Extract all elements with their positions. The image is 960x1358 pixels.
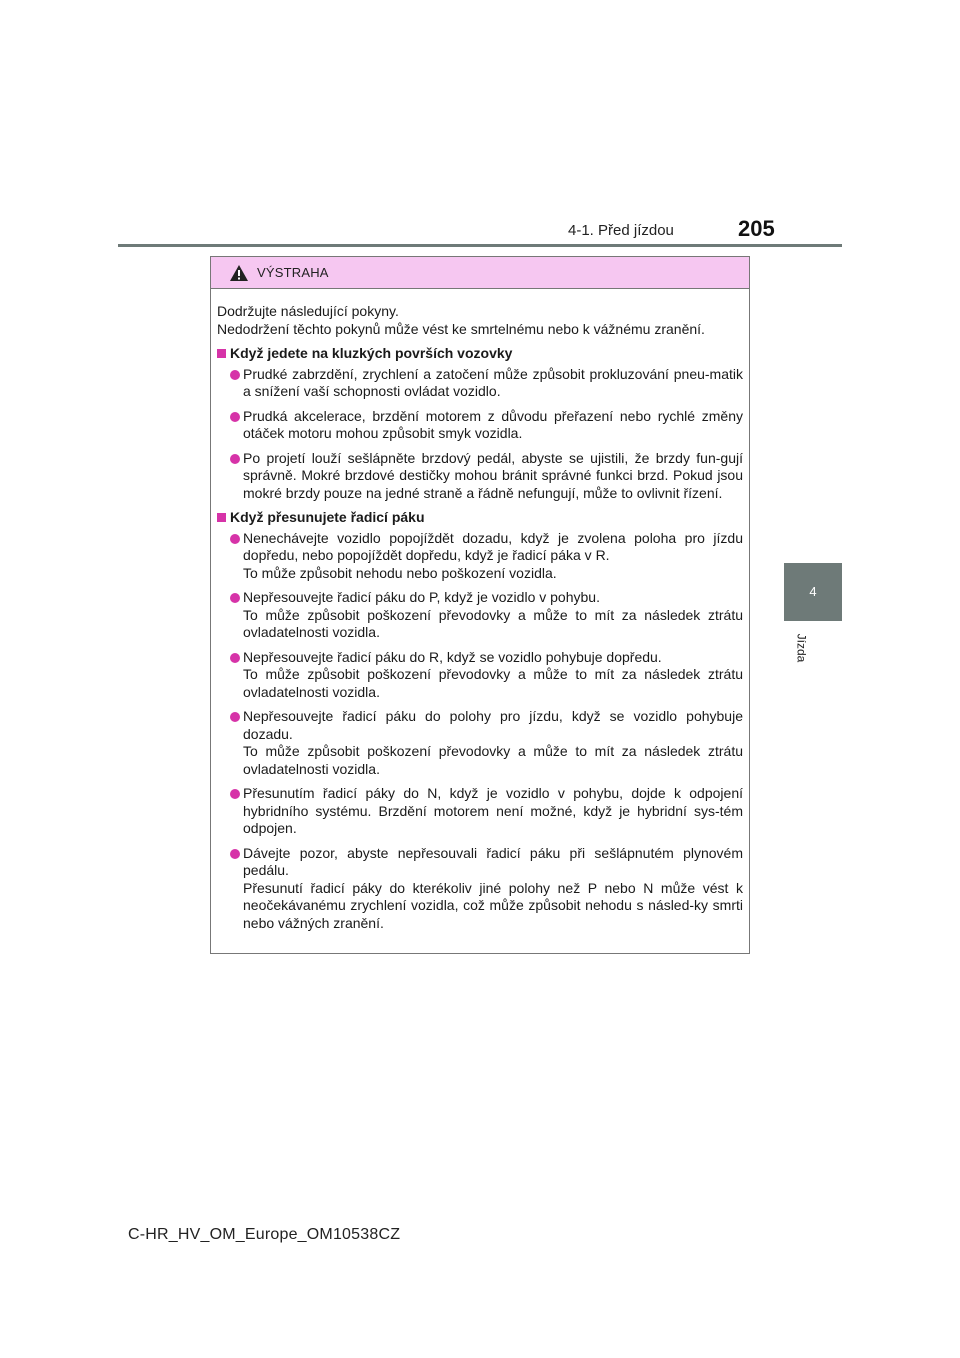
list-item — [217, 708, 743, 778]
item-text: Nepřesouvejte řadicí páku do P, když je vozidlo v pohybu. — [243, 589, 600, 605]
item-text: Přesunutí řadicí páky do kterékoliv jiné polohy než P nebo N může vést k neočekávanému zrychlení vozidla, což může způsobit nehodu s násled-ky smrti nebo vážných zranění. — [243, 879, 743, 931]
bullet-list — [217, 366, 743, 503]
warning-header — [211, 257, 749, 289]
item-text: Nenechávejte vozidlo popojíždět dozadu, když je zvolena poloha pro jízdu dopředu, nebo popojíždět dopředu, když je řadicí páka v R. — [243, 529, 743, 563]
item-text: Nepřesouvejte řadicí páku do polohy pro jízdu, když se vozidlo pohybuje dozadu. — [243, 708, 743, 742]
list-item — [217, 530, 743, 583]
square-bullet-icon — [217, 513, 226, 522]
list-item — [217, 366, 743, 401]
bullet-list — [217, 530, 743, 933]
item-text: Přesunutím řadicí páky do N, když je vozidlo v pohybu, dojde k odpojení hybridního systému. Brzdění motorem není možné, když je hybridní sys-tém odpojen. — [243, 785, 743, 836]
list-item — [217, 845, 743, 933]
list-item — [217, 589, 743, 642]
item-text: Prudké zabrzdění, zrychlení a zatočení může způsobit prokluzování pneu-matik a snížení vaší schopnosti ovládat vozidlo. — [243, 365, 743, 399]
circle-bullet-icon — [230, 593, 240, 603]
circle-bullet-icon — [230, 454, 240, 464]
warning-intro — [217, 303, 743, 338]
warning-box — [210, 256, 750, 954]
warning-title: VÝSTRAHA — [257, 265, 329, 280]
circle-bullet-icon — [230, 849, 240, 859]
item-text: To může způsobit poškození převodovky a může to mít za následek ztrátu ovladatelnosti vozidla. — [243, 606, 743, 640]
circle-bullet-icon — [230, 653, 240, 663]
list-item — [217, 408, 743, 443]
list-item — [217, 649, 743, 702]
circle-bullet-icon — [230, 712, 240, 722]
circle-bullet-icon — [230, 370, 240, 380]
warning-triangle-icon — [229, 264, 249, 282]
item-text: To může způsobit nehodu nebo poškození vozidla. — [243, 564, 557, 581]
section-heading-text: Když jedete na kluzkých površích vozovky — [230, 345, 513, 361]
circle-bullet-icon — [230, 789, 240, 799]
header-rule — [118, 244, 842, 247]
section-heading — [217, 509, 743, 527]
item-text: To může způsobit poškození převodovky a může to mít za následek ztrátu ovladatelnosti vozidla. — [243, 666, 743, 700]
page-number: 205 — [738, 216, 775, 241]
intro-line: Dodržujte následující pokyny. — [217, 303, 399, 319]
item-text: Nepřesouvejte řadicí páku do R, když se vozidlo pohybuje dopředu. — [243, 648, 662, 665]
item-text: Prudká akcelerace, brzdění motorem z důvodu přeřazení nebo rychlé změny otáček motoru mohou způsobit smyk vozidla. — [243, 407, 743, 441]
section-title: 4-1. Před jízdou — [568, 222, 674, 239]
list-item — [217, 450, 743, 503]
item-text: Po projetí louží sešlápněte brzdový pedál, abyste se ujistili, že brzdy fun-gují správně. Mokré brzdové destičky mohou bránit správné funkci brzd. Pokud jsou mokré brzdy pouze na jedné straně a řádně nefungují, může to ovlivnit řízení. — [243, 449, 743, 501]
circle-bullet-icon — [230, 534, 240, 544]
chapter-label — [793, 628, 809, 668]
document-code: C-HR_HV_OM_Europe_OM10538CZ — [128, 1226, 401, 1243]
chapter-tab[interactable]: 4 — [784, 563, 842, 621]
item-text: To může způsobit poškození převodovky a může to mít za následek ztrátu ovladatelnosti vozidla. — [243, 743, 743, 777]
section-heading-text: Když přesunujete řadicí páku — [230, 509, 425, 525]
intro-line: Nedodržení těchto pokynů může vést ke smrtelnému nebo k vážnému zranění. — [217, 320, 705, 337]
warning-body — [211, 289, 749, 932]
circle-bullet-icon — [230, 412, 240, 422]
list-item — [217, 785, 743, 838]
section-heading — [217, 345, 743, 363]
chapter-label-text: Jízda — [794, 633, 808, 663]
square-bullet-icon — [217, 349, 226, 358]
item-text: Dávejte pozor, abyste nepřesouvali řadicí páku při sešlápnutém plynovém pedálu. — [243, 844, 743, 878]
